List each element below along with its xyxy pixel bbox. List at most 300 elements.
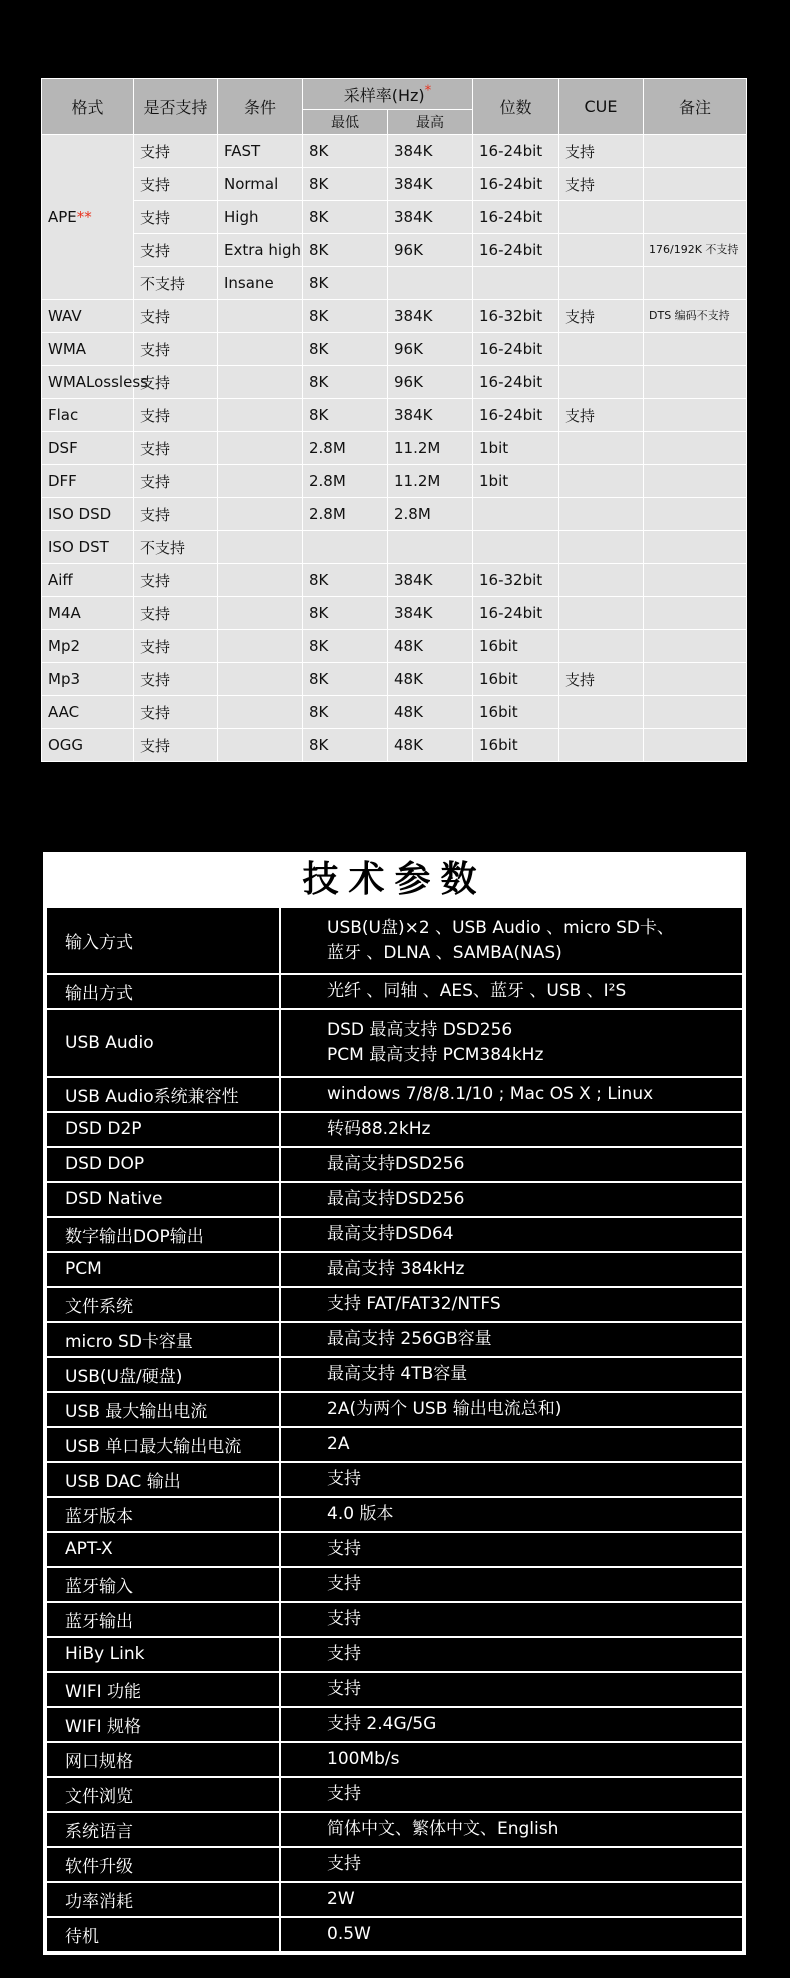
spec-row: [46, 974, 743, 1009]
spec-label: 蓝牙输入: [46, 1567, 280, 1602]
format-cell-ape: [42, 135, 134, 300]
supported-cell: 支持: [134, 597, 218, 630]
spec-body: [45, 906, 744, 1953]
spec-label: 功率消耗: [46, 1882, 280, 1917]
notes-cell: [644, 729, 747, 762]
table-row: [42, 201, 747, 234]
spec-label: USB Audio: [46, 1009, 280, 1076]
min-rate-cell: 8K: [303, 267, 388, 300]
max-rate-cell: 384K: [388, 564, 473, 597]
spec-label: 软件升级: [46, 1847, 280, 1882]
bits-cell: 16-24bit: [473, 399, 559, 432]
spec-value: [280, 1637, 743, 1672]
spec-value: [280, 1392, 743, 1427]
condition-cell: [218, 564, 303, 597]
spec-value-line: 最高支持 4TB容量: [327, 1363, 468, 1384]
spec-row: [46, 1847, 743, 1882]
notes-cell: [644, 135, 747, 168]
spec-row: [46, 1217, 743, 1252]
format-cell: Mp3: [42, 663, 134, 696]
spec-value-line: USB(U盘)×2 、USB Audio 、micro SD卡、: [327, 917, 675, 938]
spec-value: [280, 1882, 743, 1917]
spec-value-line: 支持: [327, 1643, 361, 1664]
spec-label: PCM: [46, 1252, 280, 1287]
min-rate-cell: 8K: [303, 564, 388, 597]
spec-row: [46, 1392, 743, 1427]
spec-row: [46, 1777, 743, 1812]
condition-cell: [218, 498, 303, 531]
spec-value: [280, 1217, 743, 1252]
format-cell: OGG: [42, 729, 134, 762]
format-table-body: [42, 135, 747, 762]
spec-value: [280, 907, 743, 974]
min-rate-cell: 2.8M: [303, 465, 388, 498]
spec-label: 文件浏览: [46, 1777, 280, 1812]
max-rate-cell: 384K: [388, 399, 473, 432]
supported-cell: 支持: [134, 432, 218, 465]
header-row: [42, 79, 747, 110]
max-rate-cell: [388, 267, 473, 300]
spec-label: USB DAC 输出: [46, 1462, 280, 1497]
spec-label: 输入方式: [46, 907, 280, 974]
condition-cell: [218, 465, 303, 498]
spec-row: [46, 1917, 743, 1952]
spec-label: 蓝牙输出: [46, 1602, 280, 1637]
bits-cell: 1bit: [473, 432, 559, 465]
bits-cell: 1bit: [473, 465, 559, 498]
spec-value: [280, 1462, 743, 1497]
table-row: [42, 630, 747, 663]
table-row: [42, 234, 747, 267]
min-rate-cell: 8K: [303, 201, 388, 234]
header-max: 最高: [388, 110, 473, 135]
spec-value-line: 最高支持DSD256: [327, 1153, 465, 1174]
spec-value-line: 简体中文、繁体中文、English: [327, 1818, 559, 1839]
spec-value: [280, 1147, 743, 1182]
spec-value: [280, 1252, 743, 1287]
spec-value: [280, 1602, 743, 1637]
spec-value: [280, 1917, 743, 1952]
condition-cell: FAST: [218, 135, 303, 168]
header-sample-rate-label: 采样率(Hz): [343, 85, 425, 105]
table-row: [42, 597, 747, 630]
table-row: [42, 333, 747, 366]
spec-value: [280, 1812, 743, 1847]
format-cell: WMA: [42, 333, 134, 366]
spec-row: [46, 1567, 743, 1602]
ape-asterisk: **: [76, 208, 92, 226]
supported-cell: 支持: [134, 663, 218, 696]
condition-cell: [218, 432, 303, 465]
spec-value-line: 支持: [327, 1853, 361, 1874]
cue-cell: [559, 729, 644, 762]
header-bits: 位数: [473, 79, 559, 135]
spec-label: DSD Native: [46, 1182, 280, 1217]
max-rate-cell: 48K: [388, 630, 473, 663]
spec-label: 蓝牙版本: [46, 1497, 280, 1532]
spec-title: 技术参数: [302, 859, 487, 900]
spec-value-line: 最高支持 256GB容量: [327, 1328, 492, 1349]
format-cell: AAC: [42, 696, 134, 729]
spec-value: [280, 1427, 743, 1462]
max-rate-cell: 11.2M: [388, 465, 473, 498]
min-rate-cell: 8K: [303, 234, 388, 267]
spec-row: [46, 1602, 743, 1637]
table-row: [42, 729, 747, 762]
spec-value-line: 支持: [327, 1783, 361, 1804]
spec-value: [280, 1322, 743, 1357]
table-row: [42, 465, 747, 498]
spec-label: WIFI 功能: [46, 1672, 280, 1707]
notes-cell: [644, 366, 747, 399]
cue-cell: [559, 696, 644, 729]
supported-cell: 支持: [134, 696, 218, 729]
max-rate-cell: 96K: [388, 234, 473, 267]
spec-row: [46, 1287, 743, 1322]
cue-cell: 支持: [559, 300, 644, 333]
max-rate-cell: 48K: [388, 729, 473, 762]
table-row: [42, 696, 747, 729]
spec-label: USB 单口最大输出电流: [46, 1427, 280, 1462]
supported-cell: 支持: [134, 201, 218, 234]
bits-cell: 16-24bit: [473, 333, 559, 366]
header-min: 最低: [303, 110, 388, 135]
supported-cell: 支持: [134, 168, 218, 201]
max-rate-cell: 384K: [388, 135, 473, 168]
spec-row: [46, 1812, 743, 1847]
spec-value-line: 光纤 、同轴 、AES、蓝牙 、USB 、I²S: [327, 981, 627, 1002]
min-rate-cell: 8K: [303, 729, 388, 762]
condition-cell: [218, 300, 303, 333]
format-cell: ISO DSD: [42, 498, 134, 531]
notes-cell: [644, 498, 747, 531]
bits-cell: 16-24bit: [473, 135, 559, 168]
max-rate-cell: 2.8M: [388, 498, 473, 531]
notes-cell: [644, 531, 747, 564]
header-supported: 是否支持: [134, 79, 218, 135]
format-cell: DSF: [42, 432, 134, 465]
min-rate-cell: 8K: [303, 168, 388, 201]
condition-cell: Normal: [218, 168, 303, 201]
max-rate-cell: 384K: [388, 201, 473, 234]
max-rate-cell: 96K: [388, 366, 473, 399]
notes-cell: [644, 267, 747, 300]
spec-label: 网口规格: [46, 1742, 280, 1777]
notes-cell: 176/192K 不支持: [644, 234, 747, 267]
spec-value-line: 2A: [327, 1433, 350, 1454]
spec-value-line: PCM 最高支持 PCM384kHz: [327, 1045, 544, 1066]
spec-value-line: 转码88.2kHz: [327, 1118, 431, 1139]
spec-row: [46, 1882, 743, 1917]
max-rate-cell: 48K: [388, 696, 473, 729]
spec-value: [280, 1567, 743, 1602]
condition-cell: [218, 399, 303, 432]
spec-row: [46, 1742, 743, 1777]
notes-cell: [644, 597, 747, 630]
spec-panel: [43, 852, 746, 1955]
header-format: 格式: [42, 79, 134, 135]
notes-cell: DTS 编码不支持: [644, 300, 747, 333]
spec-row: [46, 1147, 743, 1182]
max-rate-cell: 384K: [388, 168, 473, 201]
spec-label: DSD D2P: [46, 1112, 280, 1147]
sample-rate-asterisk: *: [424, 83, 432, 99]
cue-cell: [559, 366, 644, 399]
spec-value: [280, 1497, 743, 1532]
min-rate-cell: 8K: [303, 597, 388, 630]
format-cell: M4A: [42, 597, 134, 630]
spec-label: USB Audio系统兼容性: [46, 1077, 280, 1112]
spec-value: [280, 1077, 743, 1112]
spec-value: [280, 1009, 743, 1076]
header-sample-rate: [303, 79, 473, 110]
supported-cell: 支持: [134, 300, 218, 333]
min-rate-cell: 2.8M: [303, 498, 388, 531]
cue-cell: [559, 333, 644, 366]
supported-cell: 不支持: [134, 267, 218, 300]
cue-cell: [559, 201, 644, 234]
notes-cell: [644, 432, 747, 465]
cue-cell: 支持: [559, 135, 644, 168]
spec-label: HiBy Link: [46, 1637, 280, 1672]
spec-value: [280, 1287, 743, 1322]
table-row: [42, 564, 747, 597]
spec-row: [46, 1427, 743, 1462]
cue-cell: [559, 432, 644, 465]
min-rate-cell: 8K: [303, 366, 388, 399]
header-notes: 备注: [644, 79, 747, 135]
spec-value-line: 最高支持DSD256: [327, 1188, 465, 1209]
supported-cell: 支持: [134, 399, 218, 432]
spec-value-line: DSD 最高支持 DSD256: [327, 1020, 513, 1041]
spec-value: [280, 1777, 743, 1812]
supported-cell: 支持: [134, 366, 218, 399]
format-cell: ISO DST: [42, 531, 134, 564]
condition-cell: [218, 696, 303, 729]
spec-label: 系统语言: [46, 1812, 280, 1847]
table-row: [42, 366, 747, 399]
condition-cell: [218, 366, 303, 399]
notes-cell: [644, 399, 747, 432]
spec-row: [46, 1497, 743, 1532]
condition-cell: High: [218, 201, 303, 234]
spec-label: micro SD卡容量: [46, 1322, 280, 1357]
spec-value-line: 支持: [327, 1468, 361, 1489]
max-rate-cell: 96K: [388, 333, 473, 366]
spec-value: [280, 1847, 743, 1882]
min-rate-cell: 8K: [303, 696, 388, 729]
cue-cell: 支持: [559, 399, 644, 432]
spec-value: [280, 1357, 743, 1392]
notes-cell: [644, 465, 747, 498]
spec-label: 文件系统: [46, 1287, 280, 1322]
bits-cell: 16-24bit: [473, 201, 559, 234]
max-rate-cell: 48K: [388, 663, 473, 696]
format-ape-label: APE: [48, 208, 77, 226]
spec-row: [46, 1112, 743, 1147]
min-rate-cell: 8K: [303, 630, 388, 663]
format-cell: DFF: [42, 465, 134, 498]
supported-cell: 支持: [134, 135, 218, 168]
notes-cell: [644, 168, 747, 201]
table-row: [42, 168, 747, 201]
spec-value-line: 0.5W: [327, 1923, 371, 1944]
spec-value-line: 支持: [327, 1678, 361, 1699]
bits-cell: [473, 267, 559, 300]
bits-cell: 16-24bit: [473, 597, 559, 630]
supported-cell: 支持: [134, 630, 218, 663]
spec-row: [46, 1462, 743, 1497]
bits-cell: 16bit: [473, 729, 559, 762]
format-cell: WMALossless: [42, 366, 134, 399]
spec-value-line: 支持: [327, 1573, 361, 1594]
condition-cell: Extra high: [218, 234, 303, 267]
spec-row: [46, 1637, 743, 1672]
notes-cell: [644, 201, 747, 234]
supported-cell: 支持: [134, 333, 218, 366]
notes-cell: [644, 696, 747, 729]
supported-cell: 不支持: [134, 531, 218, 564]
spec-value-line: 最高支持DSD64: [327, 1223, 454, 1244]
spec-value-line: 支持: [327, 1538, 361, 1559]
spec-label: 待机: [46, 1917, 280, 1952]
table-row: [42, 498, 747, 531]
spec-label: DSD DOP: [46, 1147, 280, 1182]
spec-row: [46, 907, 743, 974]
spec-value-line: 支持 FAT/FAT32/NTFS: [327, 1293, 501, 1314]
condition-cell: [218, 630, 303, 663]
header-condition: 条件: [218, 79, 303, 135]
condition-cell: [218, 531, 303, 564]
condition-cell: [218, 729, 303, 762]
min-rate-cell: 8K: [303, 333, 388, 366]
spec-table-body: [46, 907, 743, 1952]
spec-label: WIFI 规格: [46, 1707, 280, 1742]
table-row: [42, 300, 747, 333]
table-row: [42, 267, 747, 300]
supported-cell: 支持: [134, 729, 218, 762]
format-cell: Mp2: [42, 630, 134, 663]
spec-row: [46, 1182, 743, 1217]
bits-cell: 16-24bit: [473, 168, 559, 201]
min-rate-cell: [303, 531, 388, 564]
bits-cell: 16bit: [473, 663, 559, 696]
max-rate-cell: 384K: [388, 597, 473, 630]
spec-label: 输出方式: [46, 974, 280, 1009]
bits-cell: 16-24bit: [473, 366, 559, 399]
spec-label: 数字输出DOP输出: [46, 1217, 280, 1252]
cue-cell: [559, 267, 644, 300]
spec-value-line: 100Mb/s: [327, 1748, 400, 1769]
spec-table: [45, 906, 744, 1953]
bits-cell: 16-24bit: [473, 234, 559, 267]
supported-cell: 支持: [134, 564, 218, 597]
format-cell: WAV: [42, 300, 134, 333]
spec-value: [280, 1672, 743, 1707]
spec-value-line: 支持 2.4G/5G: [327, 1713, 437, 1734]
cue-cell: 支持: [559, 663, 644, 696]
bits-cell: [473, 498, 559, 531]
spec-row: [46, 1077, 743, 1112]
cue-cell: [559, 465, 644, 498]
header-cue: CUE: [559, 79, 644, 135]
spec-row: [46, 1252, 743, 1287]
spec-row: [46, 1707, 743, 1742]
bits-cell: 16-32bit: [473, 564, 559, 597]
table-row: [42, 663, 747, 696]
condition-cell: [218, 597, 303, 630]
table-row: [42, 399, 747, 432]
spec-label: USB(U盘/硬盘): [46, 1357, 280, 1392]
max-rate-cell: [388, 531, 473, 564]
cue-cell: [559, 498, 644, 531]
condition-cell: Insane: [218, 267, 303, 300]
min-rate-cell: 8K: [303, 399, 388, 432]
spec-value-line: 最高支持 384kHz: [327, 1258, 465, 1279]
spec-value: [280, 1742, 743, 1777]
spec-value: [280, 1182, 743, 1217]
min-rate-cell: 8K: [303, 135, 388, 168]
spec-row: [46, 1357, 743, 1392]
max-rate-cell: 11.2M: [388, 432, 473, 465]
format-cell: Flac: [42, 399, 134, 432]
bits-cell: 16bit: [473, 630, 559, 663]
min-rate-cell: 8K: [303, 300, 388, 333]
spec-value: [280, 1707, 743, 1742]
max-rate-cell: 384K: [388, 300, 473, 333]
spec-row: [46, 1009, 743, 1076]
spec-value-line: windows 7/8/8.1/10 ; Mac OS X ; Linux: [327, 1083, 654, 1104]
spec-value: [280, 1532, 743, 1567]
min-rate-cell: 2.8M: [303, 432, 388, 465]
spec-row: [46, 1532, 743, 1567]
condition-cell: [218, 333, 303, 366]
notes-cell: [644, 564, 747, 597]
supported-cell: 支持: [134, 234, 218, 267]
spec-label: USB 最大输出电流: [46, 1392, 280, 1427]
spec-value-line: 蓝牙 、DLNA 、SAMBA(NAS): [327, 942, 562, 963]
spec-value-line: 2A(为两个 USB 输出电流总和): [327, 1398, 562, 1419]
bits-cell: 16bit: [473, 696, 559, 729]
format-cell: Aiff: [42, 564, 134, 597]
cue-cell: [559, 597, 644, 630]
spec-value-line: 支持: [327, 1608, 361, 1629]
bits-cell: 16-32bit: [473, 300, 559, 333]
cue-cell: 支持: [559, 168, 644, 201]
spec-row: [46, 1672, 743, 1707]
cue-cell: [559, 234, 644, 267]
format-support-table: [41, 78, 747, 762]
cue-cell: [559, 531, 644, 564]
table-row: [42, 531, 747, 564]
supported-cell: 支持: [134, 498, 218, 531]
spec-value-line: 4.0 版本: [327, 1503, 394, 1524]
min-rate-cell: 8K: [303, 663, 388, 696]
table-row: [42, 432, 747, 465]
spec-row: [46, 1322, 743, 1357]
condition-cell: [218, 663, 303, 696]
cue-cell: [559, 630, 644, 663]
notes-cell: [644, 333, 747, 366]
bits-cell: [473, 531, 559, 564]
cue-cell: [559, 564, 644, 597]
notes-cell: [644, 630, 747, 663]
notes-cell: [644, 663, 747, 696]
supported-cell: 支持: [134, 465, 218, 498]
spec-value: [280, 1112, 743, 1147]
spec-value: [280, 974, 743, 1009]
spec-value-line: 2W: [327, 1888, 355, 1909]
